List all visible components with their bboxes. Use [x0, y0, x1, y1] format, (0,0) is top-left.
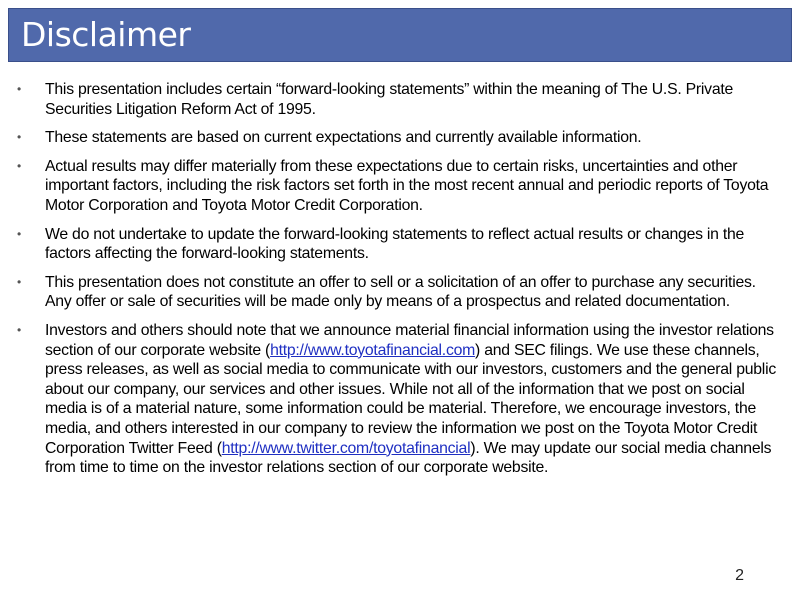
list-item	[0, 273, 800, 312]
bullet-dot-icon: •	[17, 158, 21, 173]
list-item	[0, 128, 800, 148]
list-item-text: This presentation includes certain “forward-looking statements” within the meaning of The U.S. Private Securities Litigation Reform Act of 1995.	[45, 81, 734, 118]
page-number: 2	[735, 567, 744, 584]
list-item-text: We do not undertake to update the forward-looking statements to reflect actual results or changes in the factors affecting the forward-looking statements.	[45, 225, 745, 263]
page-title: Disclaimer	[21, 15, 191, 54]
bullet-dot-icon: •	[17, 82, 21, 96]
investor-text-part-2: ) and SEC filings. We use these channels, press releases, as well as social media to communicate with our investors, customers and the general public about our company, our services and other issues. While not all of the information that we post on social media is of a material nature, some information could be material. Therefore, we encourage investors, the media, and others interested in our company to review the information we post on the Toyota Motor Credit Corporation Twitter Feed (	[45, 341, 776, 457]
investor-text-part-3: ). We may update our social media channels from time to time on the investor relations section of our corporate website.	[45, 439, 772, 477]
investor-text-part-1: Investors and others should note that we announce material financial information using the investor relations section of our corporate website (	[45, 321, 774, 359]
disclaimer-list	[0, 80, 800, 487]
bullet-dot-icon: •	[17, 130, 21, 145]
bullet-dot-icon: •	[17, 226, 21, 241]
list-item	[0, 225, 800, 264]
list-item-text: This presentation does not constitute an offer to sell or a solicitation of an offer to purchase any securities. Any offer or sale of securities will be made only by means of a prospectus and related documentation.	[45, 273, 756, 311]
list-item-text: These statements are based on current expectations and currently available information.	[45, 129, 642, 147]
toyotafinancial-link[interactable]: http://www.toyotafinancial.com	[270, 341, 476, 359]
bullet-dot-icon: •	[17, 274, 21, 289]
bullet-dot-icon: •	[17, 322, 21, 337]
twitter-link[interactable]: http://www.twitter.com/toyotafinancial	[221, 439, 471, 457]
list-item-text: Actual results may differ materially from these expectations due to certain risks, uncertainties and other important factors, including the risk factors set forth in the most recent annual and periodic reports of Toyota Motor Corporation and Toyota Motor Credit Corporation.	[45, 157, 769, 214]
list-item	[0, 321, 800, 478]
title-bar	[8, 8, 792, 62]
list-item	[0, 80, 800, 119]
list-item-text	[45, 322, 776, 476]
list-item	[0, 157, 800, 216]
